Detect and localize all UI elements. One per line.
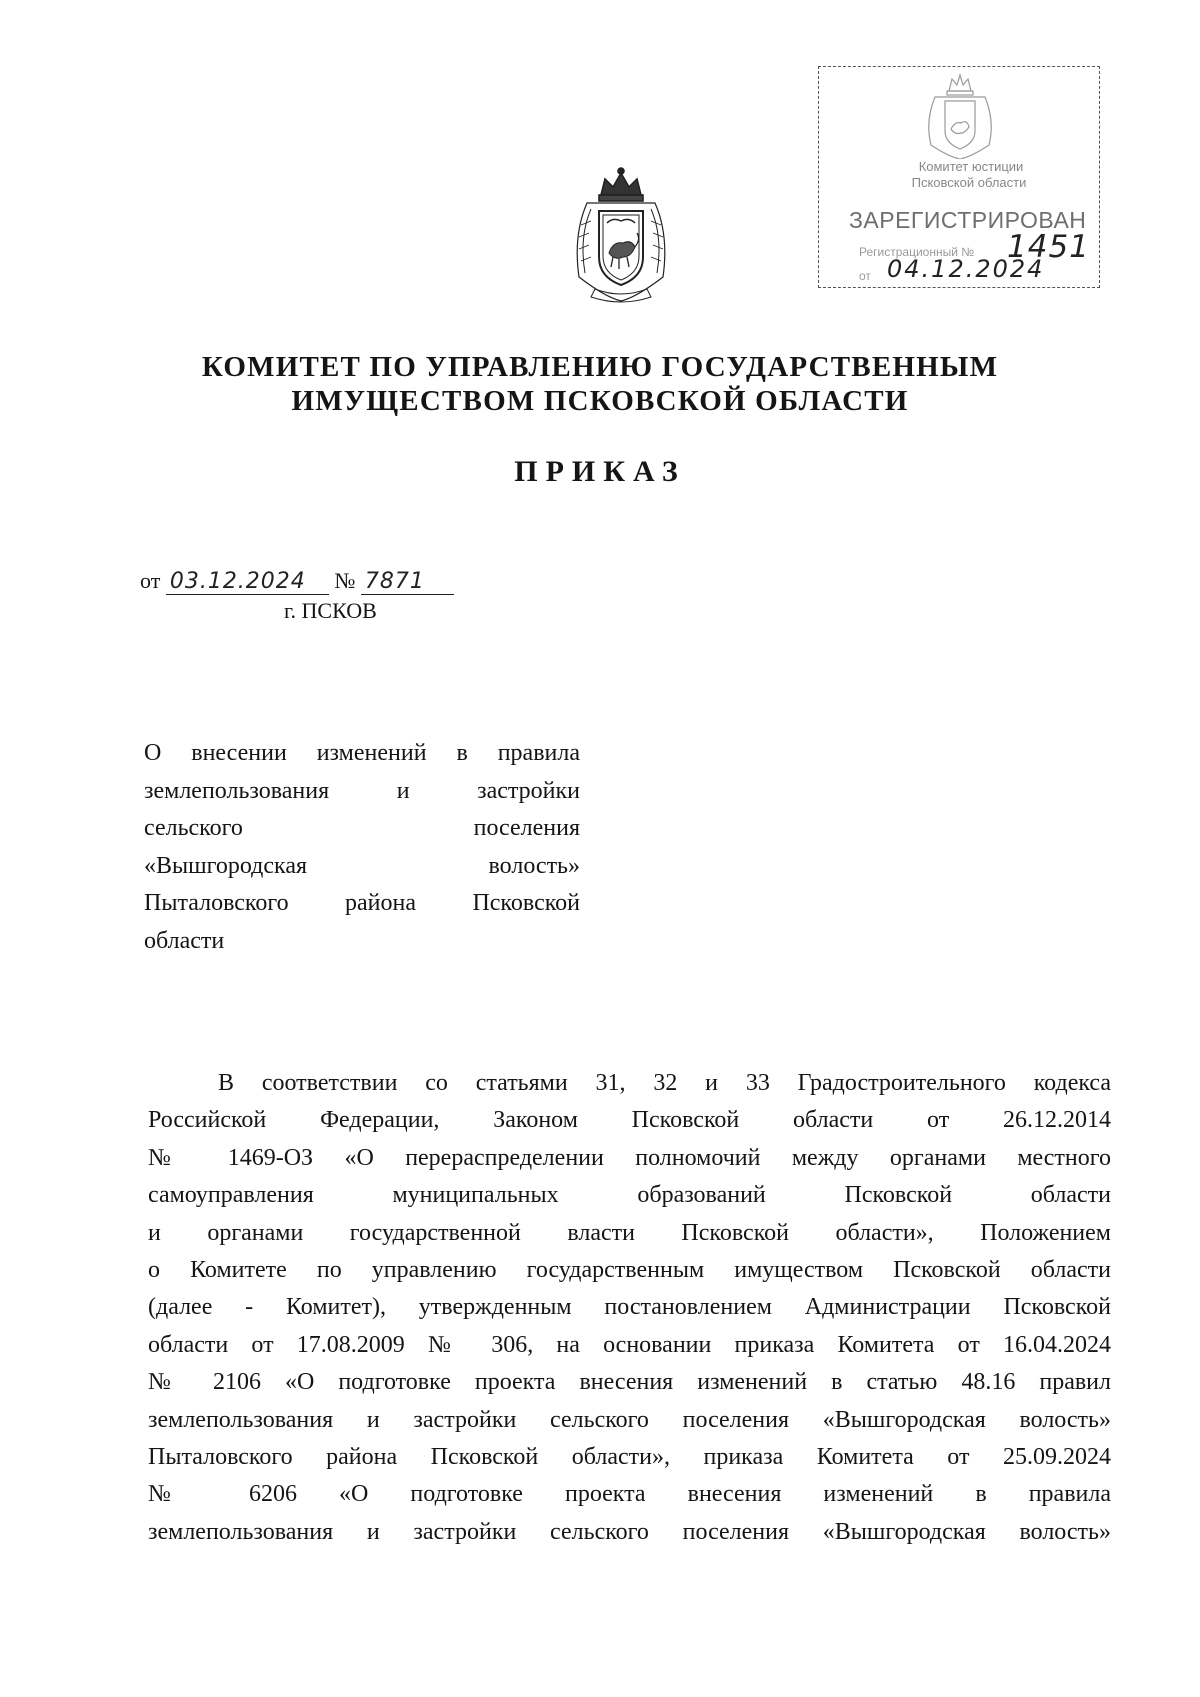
body-line: Пыталовского района Псковской области», приказа Комитета от 25.09.2024 [148, 1444, 1111, 1471]
body-line: В соответствии со статьями 31, 32 и 33 Градостроительного кодекса [218, 1070, 1111, 1096]
organization-title-line1: КОМИТЕТ ПО УПРАВЛЕНИЮ ГОСУДАРСТВЕННЫМ [201, 351, 999, 383]
stamp-org-line2: Псковской области [911, 175, 1027, 190]
subject-line: сельского поселения [144, 815, 580, 842]
stamp-date-value: 04.12.2024 [887, 255, 1045, 283]
body-line: Российской Федерации, Законом Псковской области от 26.12.2014 [148, 1107, 1111, 1134]
order-date-number-line [140, 568, 454, 595]
registration-stamp [818, 66, 1100, 288]
subject-line: области [144, 927, 225, 954]
order-from-label: от [140, 568, 161, 593]
order-number-value: 7871 [361, 569, 454, 595]
body-line: № 6206 «О подготовке проекта внесения изменений в правила [148, 1481, 1111, 1508]
stamp-regno-label: Регистрационный № [859, 245, 975, 259]
stamp-date-label: от [859, 269, 871, 283]
order-date-value: 03.12.2024 [166, 569, 329, 595]
stamp-registered-label: ЗАРЕГИСТРИРОВАН [849, 207, 1087, 233]
body-line: землепользования и застройки сельского поселения «Вышгородская волость» [148, 1406, 1111, 1433]
body-line: области от 17.08.2009 № 306, на основании приказа Комитета от 16.04.2024 [148, 1331, 1111, 1358]
stamp-regno-value: 1451 [1007, 229, 1090, 265]
order-body-paragraph [148, 1065, 1111, 1551]
body-line: и органами государственной власти Псковской области», Положением [148, 1219, 1111, 1246]
stamp-org-line1: Комитет юстиции [918, 159, 1024, 174]
organization-title-line2: ИМУЩЕСТВОМ ПСКОВСКОЙ ОБЛАСТИ [291, 385, 909, 417]
organization-title [0, 350, 1200, 418]
body-line: (далее - Комитет), утвержденным постановлением Администрации Псковской [148, 1294, 1111, 1321]
subject-line: Пыталовского района Псковской [144, 890, 580, 917]
coat-of-arms-icon [565, 165, 677, 307]
body-line: № 2106 «О подготовке проекта внесения изменений в статью 48.16 правил [148, 1369, 1111, 1396]
subject-line: О внесении изменений в правила [144, 740, 580, 766]
document-type: ПРИКАЗ [514, 455, 686, 488]
stamp-emblem-icon [921, 71, 999, 159]
subject-line: землепользования и застройки [144, 777, 580, 804]
body-line: о Комитете по управлению государственным имуществом Псковской области [148, 1257, 1111, 1284]
subject-line: «Вышгородская волость» [144, 852, 580, 879]
body-line: землепользования и застройки сельского поселения «Вышгородская волость» [148, 1518, 1111, 1545]
order-subject [144, 735, 580, 961]
body-line: самоуправления муниципальных образований Псковской области [148, 1182, 1111, 1209]
body-line: № 1469-ОЗ «О перераспределении полномочий между органами местного [148, 1144, 1111, 1171]
order-number-label: № [334, 568, 356, 593]
order-city: г. ПСКОВ [284, 598, 377, 623]
